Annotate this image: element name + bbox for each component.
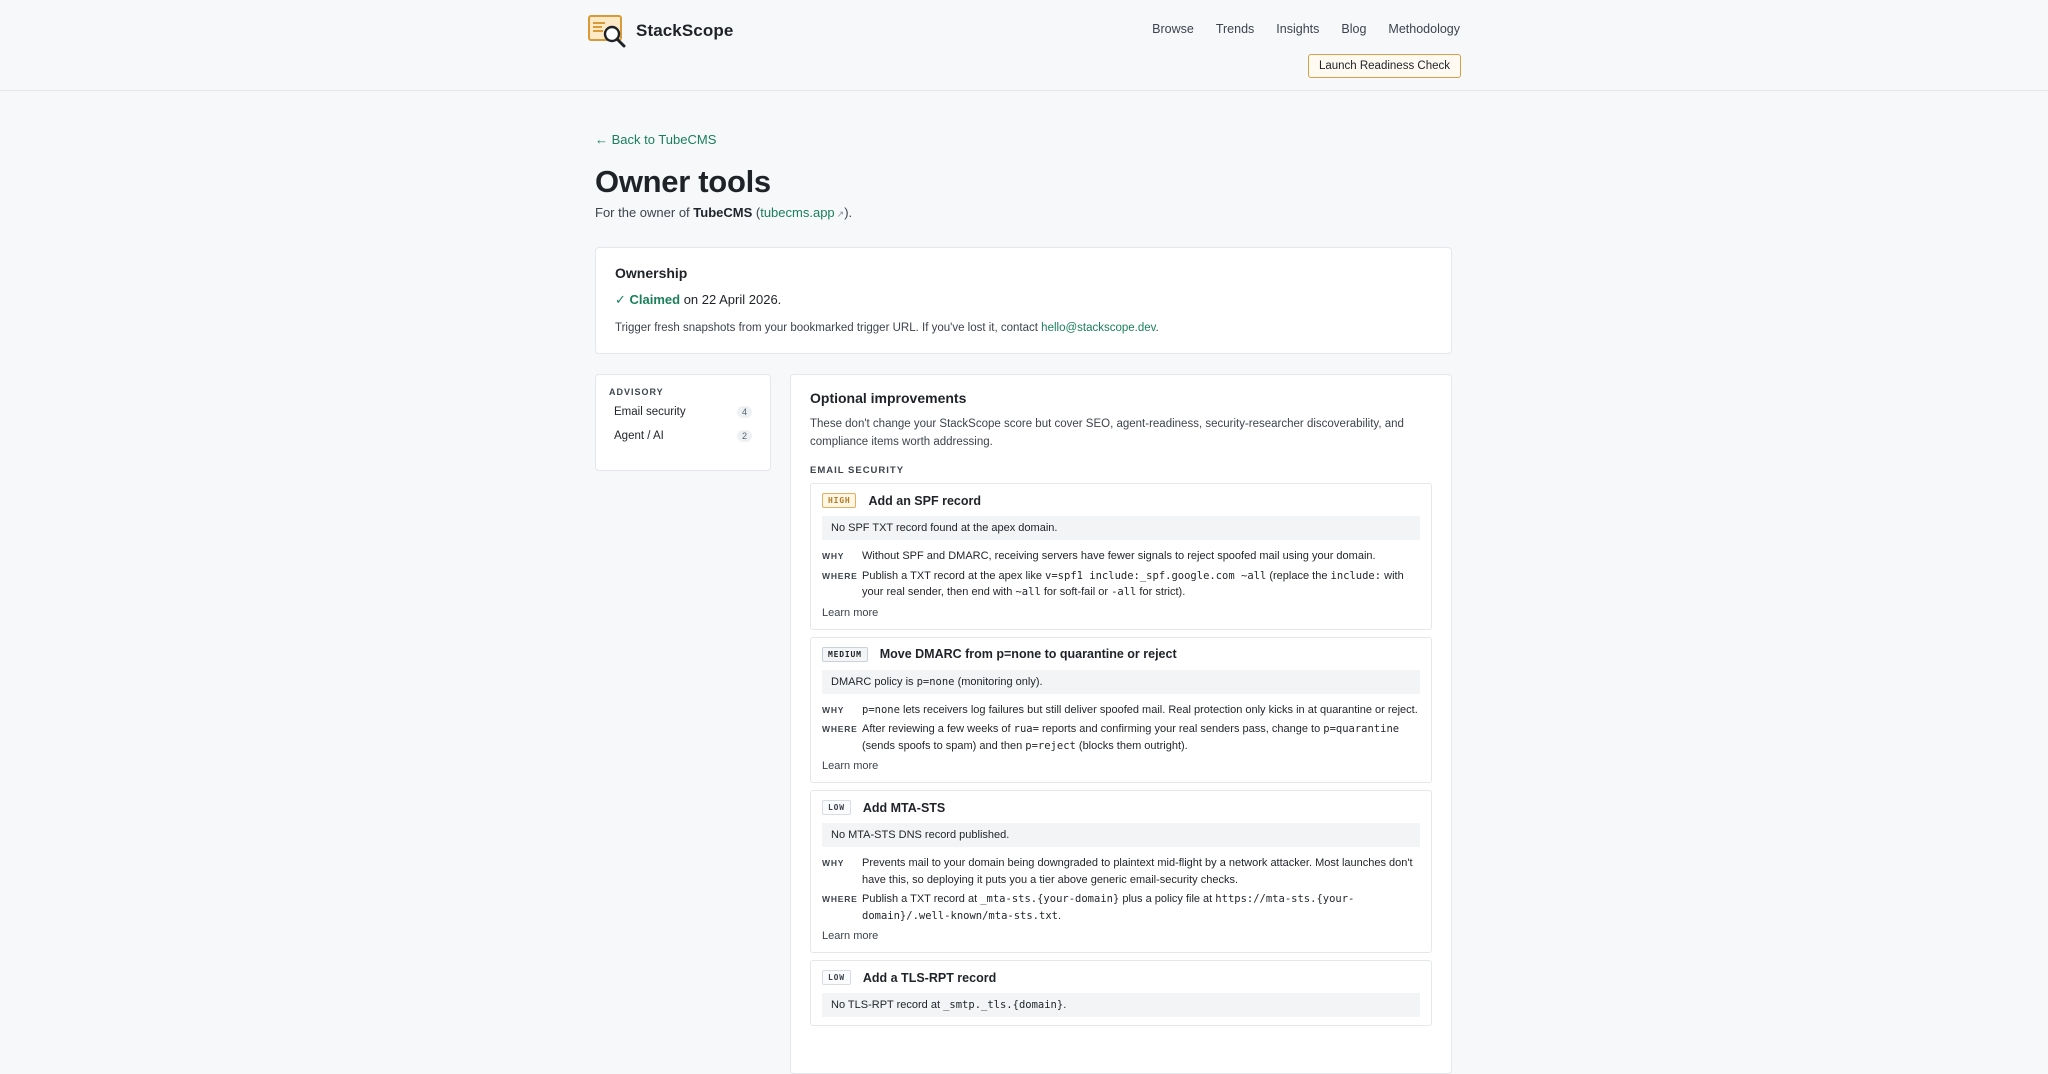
sidebar-item-label: Agent / AI: [614, 430, 664, 442]
where-text: Publish a TXT record at the apex like v=spf1 include:_spf.google.com ~all (replace the include: with your real sender, then end with ~all for soft-fail or -all for strict).: [862, 569, 1404, 598]
section-heading: EMAIL SECURITY: [810, 465, 905, 476]
external-link-icon: ↗: [836, 209, 845, 219]
why-rest: lets receivers log failures but still deliver spoofed mail. Real protection only kicks in at quarantine or reject.: [899, 703, 1418, 716]
claimed-date: on 22 April 2026.: [680, 292, 782, 307]
why-label: WHY: [822, 551, 845, 561]
count-badge: 4: [737, 406, 752, 418]
back-link[interactable]: ← Back to TubeCMS: [595, 132, 717, 147]
domain-text: tubecms.app: [760, 205, 835, 220]
contact-email-link[interactable]: hello@stackscope.dev: [1041, 322, 1156, 334]
nav-blog[interactable]: Blog: [1341, 22, 1367, 36]
why-text: Without SPF and DMARC, receiving servers have fewer signals to reject spoofed mail using your domain.: [862, 550, 1376, 562]
subtitle-prefix: For the owner of: [595, 205, 694, 220]
item-title: Move DMARC from p=none to quarantine or reject: [879, 647, 1177, 661]
where-label: WHERE: [822, 724, 858, 734]
ownership-note: Trigger fresh snapshots from your bookmarked trigger URL. If you've lost it, contact hello@stackscope.dev.: [615, 322, 1159, 334]
count-badge: 2: [737, 430, 752, 442]
learn-more-link[interactable]: Learn more: [822, 930, 879, 942]
ownership-note-text: Trigger fresh snapshots from your bookmarked trigger URL. If you've lost it, contact: [615, 322, 1042, 334]
domain-link[interactable]: [760, 205, 844, 220]
launch-readiness-check-button[interactable]: Launch Readiness Check: [1308, 54, 1461, 78]
why-text: Prevents mail to your domain being downgraded to plaintext mid-flight by a network attacker. Most launches don't have this, so deploying it puts you a tier above generic email-security checks.: [862, 857, 1413, 886]
learn-more-link[interactable]: Learn more: [822, 606, 879, 619]
nav-methodology[interactable]: Methodology: [1388, 22, 1460, 36]
where-label: WHERE: [822, 570, 858, 581]
main-nav: [1152, 22, 1460, 36]
claimed-status: [615, 292, 1432, 308]
nav-trends[interactable]: Trends: [1215, 22, 1255, 36]
severity-badge: LOW: [822, 800, 851, 815]
top-bar: [0, 0, 2048, 91]
stackscope-logo-icon: [588, 14, 628, 48]
severity-badge: MEDIUM: [822, 647, 868, 662]
nav-browse[interactable]: Browse: [1152, 22, 1194, 36]
advisory-item: [810, 960, 1432, 1026]
where-text: Publish a TXT record at _mta-sts.{your-domain} plus a policy file at https://mta-sts.{your-domain}/.well-known/mta-sts.txt.: [862, 893, 1355, 922]
item-title: Add MTA-STS: [862, 800, 946, 815]
page-subtitle: For the owner of TubeCMS (tubecms.app ↗).: [595, 205, 853, 220]
finding: No MTA-STS DNS record published.: [822, 823, 1420, 847]
sidebar-item-agent-ai[interactable]: [609, 430, 757, 442]
why-label: WHY: [822, 858, 845, 868]
optional-improvements-panel: [790, 374, 1452, 1074]
product-name: TubeCMS: [693, 205, 753, 220]
ownership-card: [595, 247, 1452, 354]
check-icon: ✓: [615, 292, 630, 307]
panel-title: Optional improvements: [810, 390, 967, 406]
ownership-title: Ownership: [615, 265, 688, 281]
finding: No TLS-RPT record at _smtp._tls.{domain}.: [822, 993, 1420, 1017]
where-text: After reviewing a few weeks of rua= reports and confirming your real senders pass, change to p=quarantine (sends spoofs to spam) and then p=reject (blocks them outright).: [862, 723, 1400, 752]
brand[interactable]: [588, 14, 733, 48]
finding: No SPF TXT record found at the apex domain.: [822, 516, 1420, 540]
page-title: Owner tools: [595, 164, 771, 199]
advisory-item: [810, 637, 1432, 784]
subtitle-suffix: ).: [844, 205, 853, 220]
why-label: WHY: [822, 704, 845, 715]
finding: DMARC policy is p=none (monitoring only).: [822, 670, 1420, 694]
why-code: p=none: [862, 703, 900, 716]
advisory-item: [810, 483, 1432, 630]
panel-description: These don't change your StackScope score but cover SEO, agent-readiness, security-researcher discoverability, and compliance items worth addressing.: [810, 418, 1404, 448]
sidebar-item-label: Email security: [614, 406, 686, 418]
learn-more-link[interactable]: Learn more: [822, 760, 879, 772]
page-header: [595, 131, 1452, 220]
item-title: Add a TLS-RPT record: [862, 970, 997, 985]
advisory-sidebar: [595, 374, 771, 471]
severity-badge: HIGH: [822, 493, 856, 508]
severity-badge: LOW: [822, 970, 851, 985]
where-label: WHERE: [822, 894, 858, 904]
item-title: Add an SPF record: [868, 493, 981, 508]
sidebar-heading: ADVISORY: [609, 387, 664, 397]
claimed-label: Claimed: [629, 292, 681, 307]
why-text: [862, 702, 1420, 719]
brand-name: StackScope: [636, 21, 734, 40]
sidebar-item-email-security[interactable]: [609, 406, 757, 418]
nav-insights[interactable]: Insights: [1276, 22, 1320, 36]
advisory-item: [810, 790, 1432, 953]
